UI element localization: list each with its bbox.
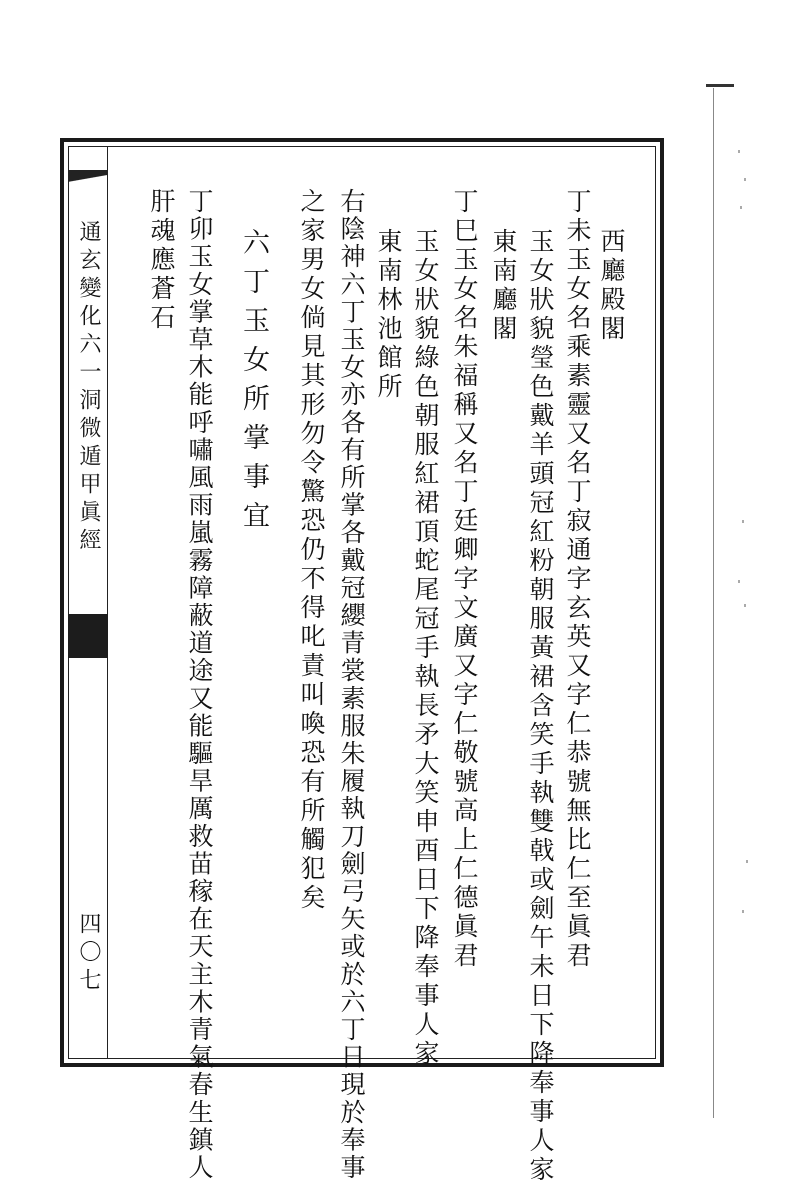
section-heading-six-ding: 六丁玉女所掌事宜 xyxy=(238,228,269,540)
fishtail-mark-bottom xyxy=(68,614,108,658)
text-column-11: 肝魂應蒼石 xyxy=(147,188,176,333)
scan-speck xyxy=(738,150,740,153)
section-heading-southeast-grove: 東南林池館所 xyxy=(374,228,403,402)
scan-speck xyxy=(740,206,742,209)
text-column-8: 之家男女倘見其形勿令驚恐仍不得叱責叫喚恐有所觸犯矣 xyxy=(297,188,326,913)
text-column-5: 玉女狀貌綠色朝服紅裙頂蛇尾冠手執長矛大笑申酉日下降奉事人家 xyxy=(411,228,440,1069)
scan-speck xyxy=(744,604,746,607)
scan-edge-tick xyxy=(706,84,734,87)
scan-speck xyxy=(746,860,748,863)
scan-speck xyxy=(744,178,746,181)
text-column-7: 右陰神六丁玉女亦各有所掌各戴冠纓青裳素服朱履執刀劍弓矢或於六丁日現於奉事 xyxy=(337,188,366,1182)
text-column-1: 丁未玉女名乘素靈又名丁寂通字玄英又字仁恭號無比仁至眞君 xyxy=(563,188,592,971)
scan-speck xyxy=(738,580,740,583)
text-column-2: 玉女狀貌瑩色戴羊頭冠紅粉朝服黃裙含笑手執雙戟或劍午未日下降奉事人家 xyxy=(526,228,555,1185)
scan-speck xyxy=(742,910,744,913)
fishtail-mark-top xyxy=(68,170,108,192)
book-title: 通玄變化六一洞微遁甲眞經 xyxy=(76,220,101,556)
section-heading-southeast-hall: 東南廳閣 xyxy=(489,228,518,344)
text-column-10: 丁卯玉女掌草木能呼嘯風雨嵐霧障蔽道途又能驅旱厲救苗稼在天主木青氣春生鎮人 xyxy=(185,188,214,1182)
scan-speck xyxy=(742,520,744,523)
text-column-4: 丁巳玉女名朱福稱又名丁廷卿字文廣又字仁敬號高上仁德眞君 xyxy=(450,188,479,971)
scan-edge-line xyxy=(713,88,714,1118)
page-number: 四〇七 xyxy=(76,912,101,996)
section-heading-west-hall: 西廳殿閣 xyxy=(597,228,626,344)
